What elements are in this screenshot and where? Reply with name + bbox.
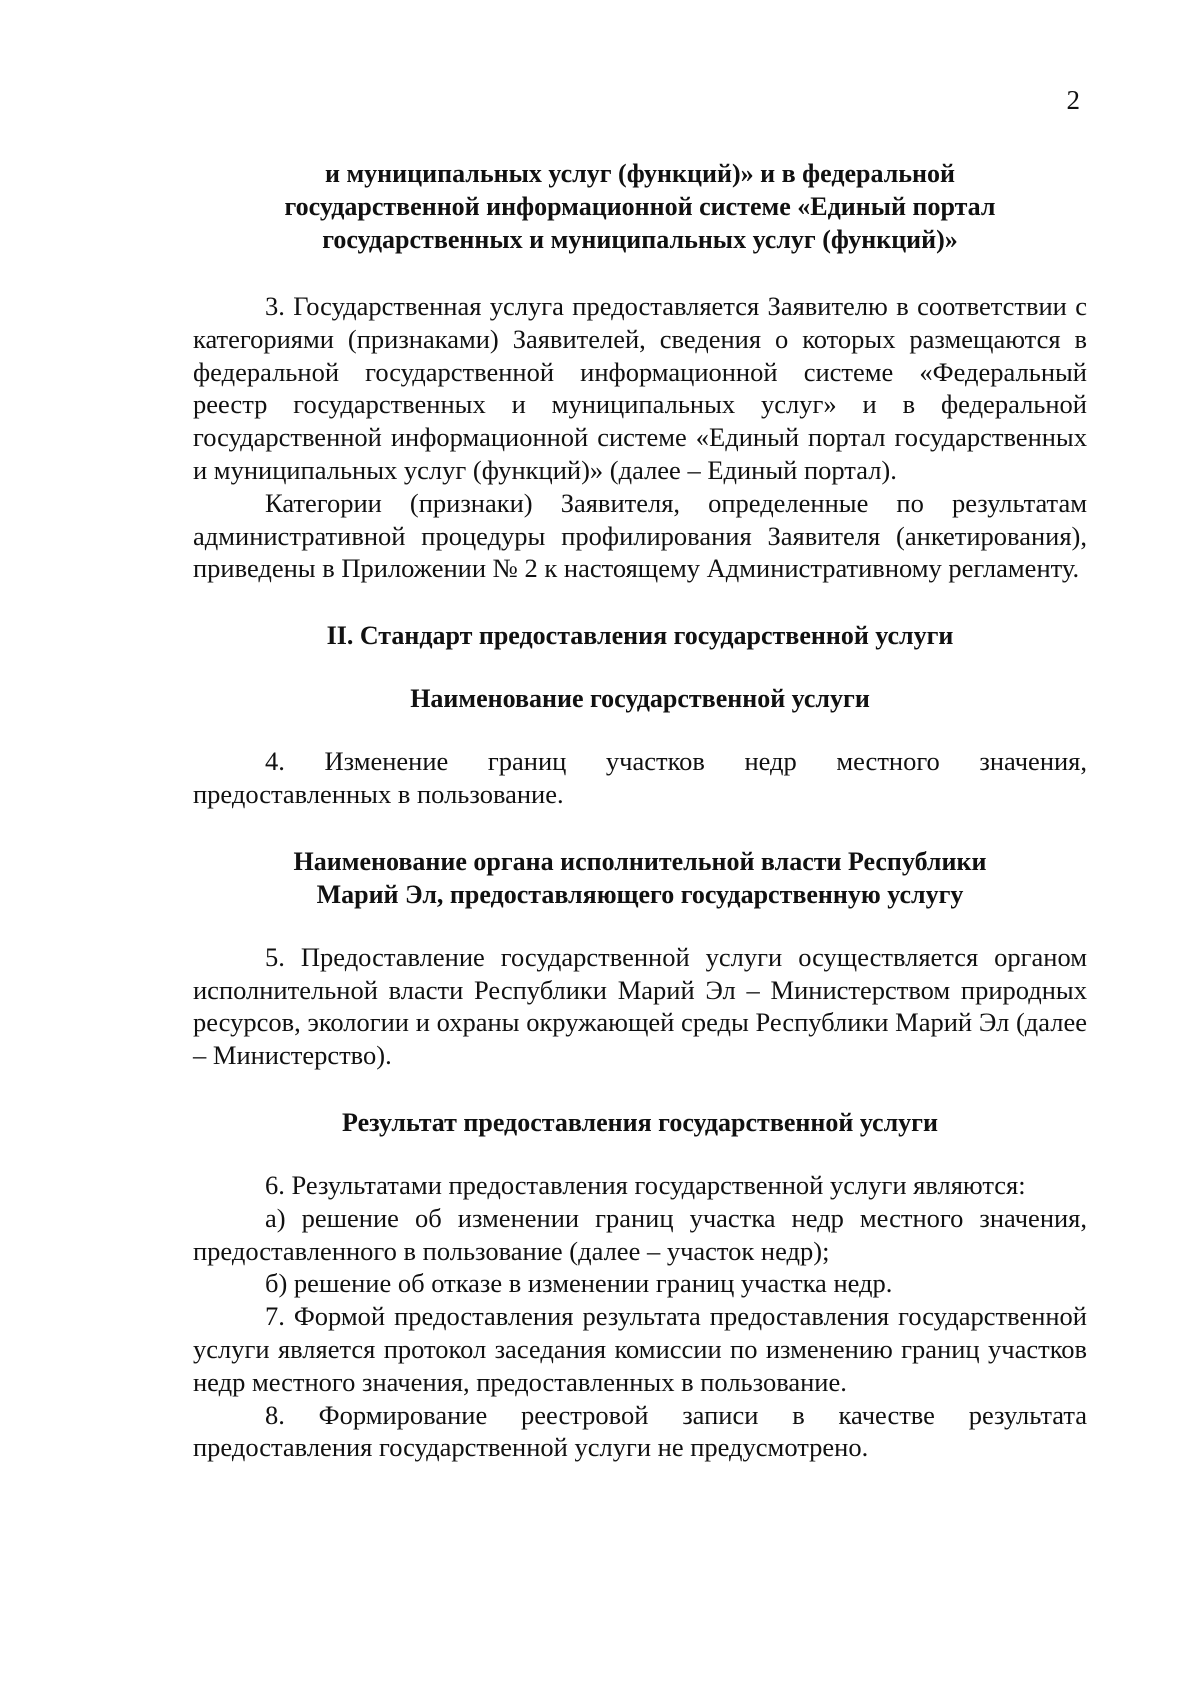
page-number: 2: [1066, 85, 1080, 115]
document-body: [193, 157, 1087, 1464]
paragraph-8: 8. Формирование реестровой записи в качестве результата предоставления государственной услуги не предусмотрено.: [193, 1399, 1087, 1463]
paragraph-3-categories: Категории (признаки) Заявителя, определенные по результатам административной процедуры профилирования Заявителя (анкетирования), приведены в Приложении № 2 к настоящему Административному регламенту.: [193, 487, 1087, 584]
paragraph-5: 5. Предоставление государственной услуги осуществляется органом исполнительной власти Республики Марий Эл – Министерством природных ресурсов, экологии и охраны окружающей среды Республики Марий Эл (далее – Министерство).: [193, 941, 1087, 1071]
paragraph-6: 6. Результатами предоставления государственной услуги являются:: [265, 1169, 1026, 1200]
authority-heading-line-1: Наименование органа исполнительной власти Республики: [293, 846, 987, 876]
top-heading-line-1: и муниципальных услуг (функций)» и в федеральной: [324, 159, 956, 188]
paragraph-6-a: а) решение об изменении границ участка недр местного значения, предоставленного в пользование (далее – участок недр);: [193, 1202, 1087, 1266]
top-heading-line-3: государственных и муниципальных услуг (функций)»: [322, 225, 958, 254]
authority-heading-line-2: Марий Эл, предоставляющего государственную услугу: [316, 879, 964, 909]
section-2-heading: II. Стандарт предоставления государственной услуги: [326, 621, 954, 651]
top-heading: [193, 157, 1087, 256]
service-name-heading: Наименование государственной услуги: [410, 684, 870, 714]
paragraph-6-b: б) решение об отказе в изменении границ участка недр.: [265, 1268, 893, 1299]
paragraph-7: 7. Формой предоставления результата предоставления государственной услуги является протокол заседания комиссии по изменению границ участков недр местного значения, предоставленных в пользование.: [193, 1301, 1087, 1397]
result-heading: Результат предоставления государственной услуги: [342, 1107, 938, 1137]
top-heading-line-2: государственной информационной системе «Единый портал: [284, 192, 996, 221]
paragraph-3: 3. Государственная услуга предоставляется Заявителю в соответствии с категориями (признаками) Заявителей, сведения о которых размещаются в федеральной государственной информационной системе «Федеральный реестр государственных и муниципальных услуг» и в федеральной государственной информационной системе «Единый портал государственных и муниципальных услуг (функций)» (далее – Единый портал).: [193, 291, 1087, 485]
paragraph-4: 4. Изменение границ участков недр местного значения, предоставленных в пользование.: [193, 746, 1087, 809]
authority-heading: [193, 845, 1087, 911]
